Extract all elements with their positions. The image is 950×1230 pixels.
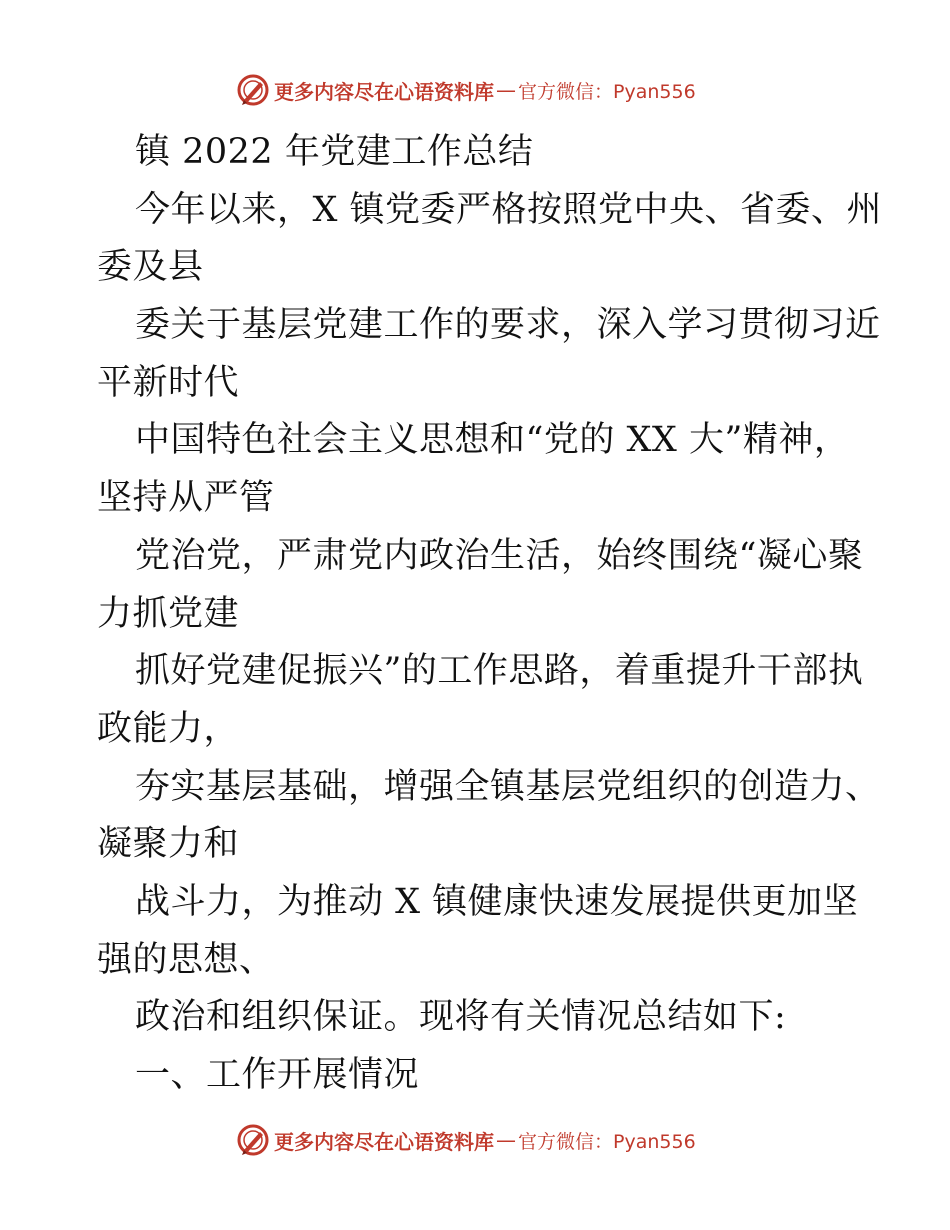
text-line: 战斗力，为推动 X 镇健康快速发展提供更加坚 [135,881,859,922]
watermark-separator: — [496,78,516,102]
text-line: 政治和组织保证。现将有关情况总结如下: [135,997,787,1038]
text-line: 坚持从严管 [97,478,275,519]
pen-logo-icon [236,1123,270,1157]
text-line: 中国特色社会主义思想和“党的 XX 大”精神， [135,420,850,461]
text-line: 政能力， [97,708,240,749]
text-line: 抓好党建促振兴”的工作思路，着重提升干部执 [135,651,864,692]
text-line: 党治党，严肃党内政治生活，始终围绕“凝心聚 [135,535,864,576]
text-line: 夯实基层基础，增强全镇基层党组织的创造力、 [135,766,881,807]
text-line: 力抓党建 [97,593,240,634]
text-line: 平新时代 [97,362,240,403]
text-line: 一、工作开展情况 [135,1055,420,1095]
watermark-separator: — [496,1128,516,1152]
watermark-wechat-text: 官方微信：Pyan556 [518,1130,696,1153]
watermark-footer [236,1122,696,1158]
watermark-main-text: 更多内容尽在心语资料库 [274,1129,494,1154]
pen-logo-icon [236,73,270,107]
document-body [97,124,883,1105]
text-line: 今年以来，X 镇党委严格按照党中央、省委、州 [135,189,883,230]
watermark-wechat-text: 官方微信：Pyan556 [518,80,696,103]
text-line: 凝聚力和 [97,824,240,865]
document-title: 镇 2022 年党建工作总结 [135,132,534,172]
text-line: 委及县 [97,247,204,288]
watermark-main-text: 更多内容尽在心语资料库 [274,79,494,104]
watermark-header [236,72,696,108]
text-line: 强的思想、 [97,939,275,980]
text-line: 委关于基层党建工作的要求，深入学习贯彻习近 [135,305,881,346]
